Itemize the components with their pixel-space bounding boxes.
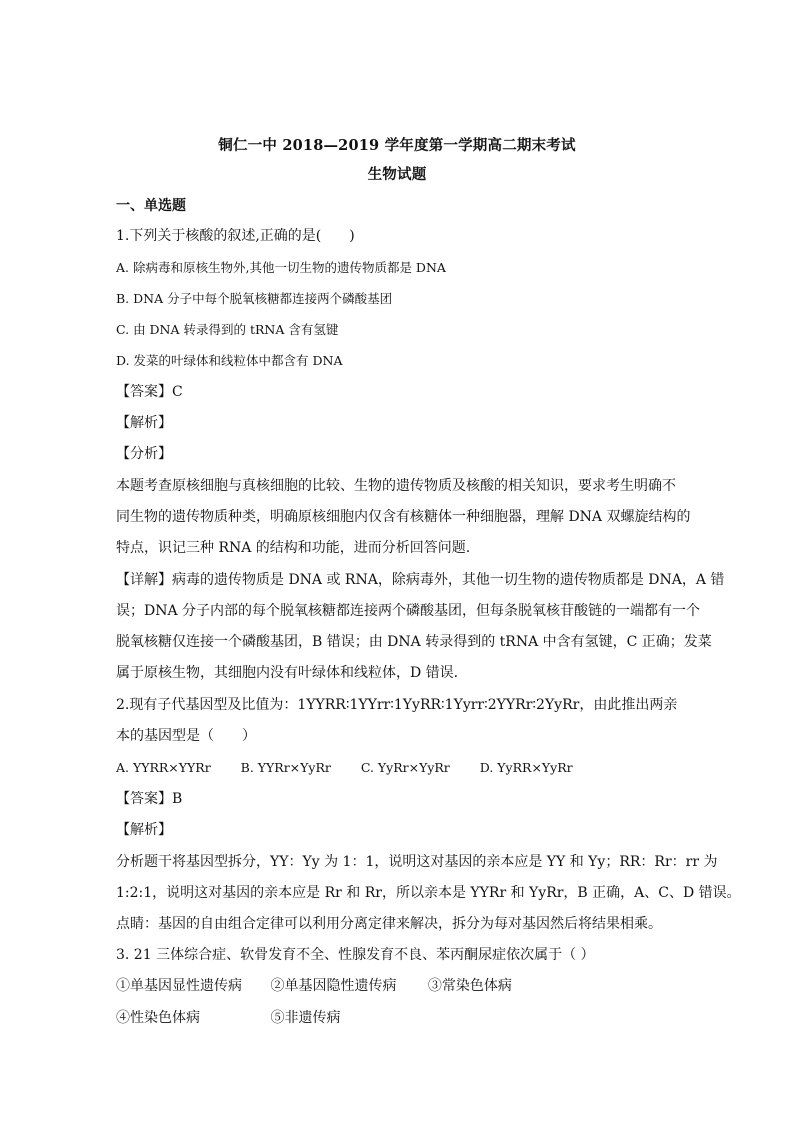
q1-fenxi-line: 同生物的遗传物质种类，明确原核细胞内仅含有核糖体一种细胞器，理解 DNA 双螺旋结构的 xyxy=(116,509,691,525)
q2-option-c: C. YyRr×YyRr xyxy=(360,760,450,775)
q1-detail-line: 属于原核生物，其细胞内没有叶绿体和线粒体，D 错误. xyxy=(116,665,459,681)
q1-option-a: A. 除病毒和原核生物外,其他一切生物的遗传物质都是 DNA xyxy=(116,260,446,275)
q1-detail-line: 脱氧核糖仅连接一个磷酸基团，B 错误；由 DNA 转录得到的 tRNA 中含有氢键，C 正确；发菜 xyxy=(116,634,712,650)
q1-option-d: D. 发菜的叶绿体和线粒体中都含有 DNA xyxy=(116,353,343,368)
q3-options-row-2 xyxy=(116,1008,686,1028)
q3-option-5: ⑤非遗传病 xyxy=(270,1010,341,1026)
q1-detail-line: 误；DNA 分子内部的每个脱氧核糖都连接两个磷酸基团，但每条脱氧核苷酸链的一端都有一个 xyxy=(116,603,701,619)
q2-stem-line: 2.现有子代基因型及比值为：1YYRR∶1YYrr∶1YyRR∶1Yyrr∶2YYRr∶2YyRr，由此推出两亲 xyxy=(116,697,678,713)
q1-fenxi-line: 本题考查原核细胞与真核细胞的比较、生物的遗传物质及核酸的相关知识，要求考生明确不 xyxy=(116,478,676,494)
q2-analysis-line: 点睛：基因的自由组合定律可以利用分离定律来解决，拆分为每对基因然后将结果相乘。 xyxy=(116,916,662,932)
q3-option-3: ③常染色体病 xyxy=(427,978,512,994)
q1-fenxi-label: 【分析】 xyxy=(116,446,172,462)
q2-stem-line: 本的基因型是（ ） xyxy=(116,728,256,744)
q3-option-4: ④性染色体病 xyxy=(116,1010,200,1026)
q2-option-a: A. YYRR×YYRr xyxy=(116,760,211,775)
q2-analysis-line: 1:2:1，说明这对基因的亲本应是 Rr 和 Rr，所以亲本是 YYRr 和 YyRr，B 正确，A、C、D 错误。 xyxy=(116,885,741,901)
q1-stem: 1.下列关于核酸的叙述,正确的是( ) xyxy=(116,228,355,244)
q3-options-row-1 xyxy=(116,976,686,996)
q3-stem: 3. 21 三体综合症、软骨发育不全、性腺发育不良、苯丙酮尿症依次属于（ ） xyxy=(116,947,595,963)
q2-analysis-line: 分析题干将基因型拆分，YY：Yy 为 1：1，说明这对基因的亲本应是 YY 和 Yy；RR：Rr：rr 为 xyxy=(116,854,718,870)
q2-option-d: D. YyRR×YyRr xyxy=(479,760,573,775)
q1-option-b: B. DNA 分子中每个脱氧核糖都连接两个磷酸基团 xyxy=(116,291,393,306)
q1-analysis-label: 【解析】 xyxy=(116,415,172,431)
q1-option-c: C. 由 DNA 转录得到的 tRNA 含有氢键 xyxy=(116,322,339,337)
q2-options-row xyxy=(116,758,686,778)
page-subtitle: 生物试题 xyxy=(367,166,427,183)
section-heading: 一、单选题 xyxy=(116,198,186,214)
page-title: 铜仁一中 2018—2019 学年度第一学期高二期末考试 xyxy=(218,137,576,154)
q3-option-2: ②单基因隐性遗传病 xyxy=(270,978,397,994)
q1-answer: 【答案】C xyxy=(116,384,183,400)
q1-detail-line: 【详解】病毒的遗传物质是 DNA 或 RNA，除病毒外，其他一切生物的遗传物质都是 DNA，A 错 xyxy=(116,572,725,588)
q2-answer: 【答案】B xyxy=(116,791,183,807)
q3-option-1: ①单基因显性遗传病 xyxy=(116,978,242,994)
q2-analysis-label: 【解析】 xyxy=(116,822,172,838)
q1-fenxi-line: 特点，识记三种 RNA 的结构和功能，进而分析回答问题. xyxy=(116,540,471,556)
q2-option-b: B. YYRr×YyRr xyxy=(240,760,331,775)
